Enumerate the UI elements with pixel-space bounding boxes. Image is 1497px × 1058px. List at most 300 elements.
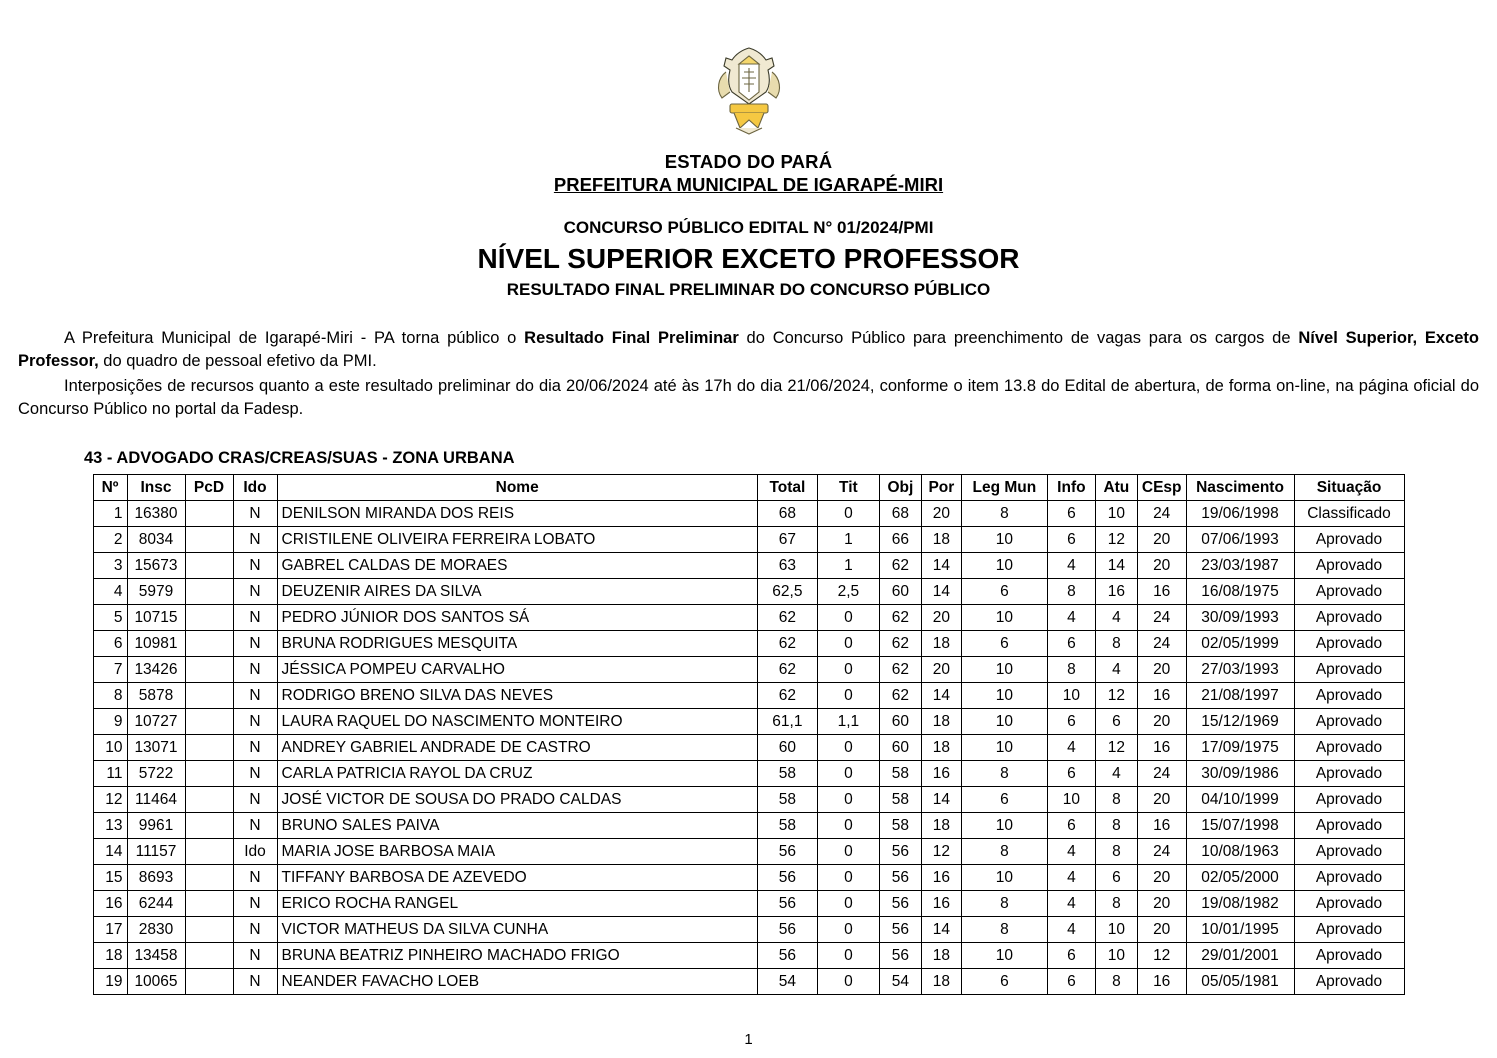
cell-nome: ANDREY GABRIEL ANDRADE DE CASTRO [277, 735, 757, 761]
cell-cesp: 20 [1137, 709, 1186, 735]
cell-info: 6 [1047, 943, 1095, 969]
cell-nasc: 30/09/1993 [1186, 605, 1294, 631]
cell-ido: N [233, 813, 277, 839]
results-table [93, 474, 1405, 995]
cell-ido: N [233, 865, 277, 891]
cell-nome: ERICO ROCHA RANGEL [277, 891, 757, 917]
cell-nome: BRUNA RODRIGUES MESQUITA [277, 631, 757, 657]
col-header-nome: Nome [277, 475, 757, 501]
cell-info: 4 [1047, 735, 1095, 761]
cell-cesp: 20 [1137, 787, 1186, 813]
cell-por: 14 [921, 579, 961, 605]
result-subtitle: RESULTADO FINAL PRELIMINAR DO CONCURSO PÚBLICO [506, 279, 991, 299]
cell-sit: Aprovado [1294, 553, 1404, 579]
table-row [93, 891, 1404, 917]
cell-nome: MARIA JOSE BARBOSA MAIA [277, 839, 757, 865]
cell-por: 20 [921, 657, 961, 683]
cell-por: 20 [921, 605, 961, 631]
cell-sit: Aprovado [1294, 761, 1404, 787]
cell-nasc: 02/05/2000 [1186, 865, 1294, 891]
table-row [93, 709, 1404, 735]
col-header-atu: Atu [1095, 475, 1137, 501]
cell-atu: 8 [1095, 813, 1137, 839]
cell-num: 14 [93, 839, 127, 865]
cell-insc: 15673 [127, 553, 185, 579]
cell-nasc: 19/08/1982 [1186, 891, 1294, 917]
cell-nome: JÉSSICA POMPEU CARVALHO [277, 657, 757, 683]
cell-total: 62 [757, 631, 817, 657]
cell-por: 14 [921, 553, 961, 579]
cell-obj: 62 [879, 683, 921, 709]
cell-total: 62 [757, 657, 817, 683]
cell-num: 10 [93, 735, 127, 761]
cell-obj: 68 [879, 501, 921, 527]
cell-por: 18 [921, 527, 961, 553]
cell-pcd [185, 735, 233, 761]
cell-insc: 10981 [127, 631, 185, 657]
cell-atu: 12 [1095, 527, 1137, 553]
cell-insc: 16380 [127, 501, 185, 527]
cell-total: 56 [757, 839, 817, 865]
cell-pcd [185, 553, 233, 579]
cell-cesp: 20 [1137, 657, 1186, 683]
cell-por: 20 [921, 501, 961, 527]
table-row [93, 527, 1404, 553]
cell-tit: 0 [817, 761, 879, 787]
cell-insc: 11464 [127, 787, 185, 813]
cell-insc: 5979 [127, 579, 185, 605]
cell-obj: 60 [879, 579, 921, 605]
cell-sit: Aprovado [1294, 657, 1404, 683]
cell-atu: 14 [1095, 553, 1137, 579]
cell-insc: 13426 [127, 657, 185, 683]
cell-atu: 6 [1095, 865, 1137, 891]
cell-total: 54 [757, 969, 817, 995]
cell-obj: 56 [879, 891, 921, 917]
cell-atu: 10 [1095, 917, 1137, 943]
cell-ido: N [233, 891, 277, 917]
cell-atu: 4 [1095, 605, 1137, 631]
cell-nome: PEDRO JÚNIOR DOS SANTOS SÁ [277, 605, 757, 631]
cell-info: 6 [1047, 761, 1095, 787]
table-row [93, 943, 1404, 969]
cell-nasc: 10/08/1963 [1186, 839, 1294, 865]
cell-sit: Aprovado [1294, 839, 1404, 865]
cell-total: 63 [757, 553, 817, 579]
cell-nasc: 04/10/1999 [1186, 787, 1294, 813]
paragraph-one [18, 327, 1479, 374]
cell-pcd [185, 709, 233, 735]
cell-nasc: 17/09/1975 [1186, 735, 1294, 761]
cell-ido: N [233, 631, 277, 657]
cell-pcd [185, 839, 233, 865]
cell-nome: GABREL CALDAS DE MORAES [277, 553, 757, 579]
cell-cesp: 16 [1137, 683, 1186, 709]
cell-obj: 62 [879, 657, 921, 683]
cell-por: 14 [921, 917, 961, 943]
cell-info: 4 [1047, 605, 1095, 631]
cell-ido: N [233, 657, 277, 683]
cell-sit: Aprovado [1294, 605, 1404, 631]
cell-leg: 8 [961, 501, 1047, 527]
cell-pcd [185, 657, 233, 683]
cell-pcd [185, 813, 233, 839]
cell-total: 62,5 [757, 579, 817, 605]
cell-tit: 0 [817, 683, 879, 709]
col-header-leg-mun: Leg Mun [961, 475, 1047, 501]
cell-insc: 10715 [127, 605, 185, 631]
cell-cesp: 24 [1137, 761, 1186, 787]
cell-tit: 0 [817, 969, 879, 995]
cell-cesp: 20 [1137, 553, 1186, 579]
cell-insc: 6244 [127, 891, 185, 917]
city-line: PREFEITURA MUNICIPAL DE IGARAPÉ-MIRI [553, 174, 944, 196]
cell-tit: 0 [817, 943, 879, 969]
col-header-insc: Insc [127, 475, 185, 501]
col-header-ido: Ido [233, 475, 277, 501]
cell-atu: 12 [1095, 735, 1137, 761]
cell-nasc: 15/07/1998 [1186, 813, 1294, 839]
cell-por: 18 [921, 735, 961, 761]
cell-insc: 13071 [127, 735, 185, 761]
cell-cesp: 20 [1137, 917, 1186, 943]
cell-pcd [185, 683, 233, 709]
paragraph-one-part3: do quadro de pessoal efetivo da PMI. [98, 352, 377, 371]
cell-leg: 10 [961, 657, 1047, 683]
cell-sit: Aprovado [1294, 527, 1404, 553]
cell-sit: Classificado [1294, 501, 1404, 527]
cell-total: 67 [757, 527, 817, 553]
cell-sit: Aprovado [1294, 891, 1404, 917]
cell-sit: Aprovado [1294, 969, 1404, 995]
col-header-total: Total [757, 475, 817, 501]
cell-leg: 10 [961, 865, 1047, 891]
cell-por: 18 [921, 709, 961, 735]
cell-info: 10 [1047, 787, 1095, 813]
cell-por: 16 [921, 761, 961, 787]
cell-atu: 12 [1095, 683, 1137, 709]
cell-obj: 58 [879, 761, 921, 787]
cell-leg: 10 [961, 813, 1047, 839]
cell-num: 19 [93, 969, 127, 995]
cell-leg: 8 [961, 917, 1047, 943]
cell-pcd [185, 865, 233, 891]
col-header-tit: Tit [817, 475, 879, 501]
cell-info: 10 [1047, 683, 1095, 709]
cell-nasc: 21/08/1997 [1186, 683, 1294, 709]
cell-insc: 13458 [127, 943, 185, 969]
state-line: ESTADO DO PARÁ [664, 151, 833, 172]
cell-info: 8 [1047, 579, 1095, 605]
cell-ido: N [233, 553, 277, 579]
cell-insc: 8034 [127, 527, 185, 553]
cell-por: 18 [921, 969, 961, 995]
cell-cesp: 24 [1137, 631, 1186, 657]
cell-pcd [185, 605, 233, 631]
cell-info: 4 [1047, 917, 1095, 943]
cell-total: 68 [757, 501, 817, 527]
cell-insc: 11157 [127, 839, 185, 865]
page-number: 1 [744, 1031, 753, 1048]
cell-atu: 6 [1095, 709, 1137, 735]
cell-info: 4 [1047, 865, 1095, 891]
cell-tit: 0 [817, 657, 879, 683]
cell-por: 18 [921, 813, 961, 839]
cell-por: 16 [921, 891, 961, 917]
cell-sit: Aprovado [1294, 735, 1404, 761]
cell-info: 4 [1047, 891, 1095, 917]
cell-num: 2 [93, 527, 127, 553]
cell-por: 14 [921, 787, 961, 813]
cell-ido: N [233, 943, 277, 969]
cell-num: 12 [93, 787, 127, 813]
cell-total: 56 [757, 943, 817, 969]
cell-nasc: 23/03/1987 [1186, 553, 1294, 579]
table-row [93, 787, 1404, 813]
cell-obj: 66 [879, 527, 921, 553]
col-header-obj: Obj [879, 475, 921, 501]
cell-obj: 62 [879, 553, 921, 579]
cell-sit: Aprovado [1294, 787, 1404, 813]
cell-nasc: 29/01/2001 [1186, 943, 1294, 969]
paragraph-two: Interposições de recursos quanto a este resultado preliminar do dia 20/06/2024 até às 17h do dia 21/06/2024, conforme o item 13.8 do Edital de abertura, de forma on-line, na página oficial do Concurso Público no portal da Fadesp. [18, 376, 1479, 419]
cell-num: 1 [93, 501, 127, 527]
cell-tit: 0 [817, 735, 879, 761]
cell-leg: 6 [961, 579, 1047, 605]
cell-ido: N [233, 605, 277, 631]
cell-tit: 0 [817, 891, 879, 917]
cell-total: 61,1 [757, 709, 817, 735]
cell-nasc: 02/05/1999 [1186, 631, 1294, 657]
cell-insc: 5878 [127, 683, 185, 709]
cell-tit: 1 [817, 553, 879, 579]
paragraph-one-bold1: Resultado Final Preliminar [524, 328, 739, 347]
paragraph-one-part2: do Concurso Público para preenchimento de vagas para os cargos de [738, 328, 1299, 347]
cell-nome: RODRIGO BRENO SILVA DAS NEVES [277, 683, 757, 709]
cell-leg: 10 [961, 709, 1047, 735]
cell-pcd [185, 579, 233, 605]
cell-nome: BRUNA BEATRIZ PINHEIRO MACHADO FRIGO [277, 943, 757, 969]
cell-ido: N [233, 761, 277, 787]
cell-pcd [185, 917, 233, 943]
cell-num: 8 [93, 683, 127, 709]
cell-leg: 10 [961, 683, 1047, 709]
cell-obj: 60 [879, 735, 921, 761]
cell-total: 56 [757, 865, 817, 891]
cell-num: 18 [93, 943, 127, 969]
cell-info: 6 [1047, 501, 1095, 527]
cell-sit: Aprovado [1294, 579, 1404, 605]
cargo-title: 43 - ADVOGADO CRAS/CREAS/SUAS - ZONA URBANA [84, 449, 515, 468]
col-header-num: Nº [93, 475, 127, 501]
cell-obj: 58 [879, 813, 921, 839]
cell-tit: 0 [817, 917, 879, 943]
cell-por: 12 [921, 839, 961, 865]
cell-atu: 8 [1095, 891, 1137, 917]
cell-num: 7 [93, 657, 127, 683]
cell-pcd [185, 527, 233, 553]
cell-info: 4 [1047, 839, 1095, 865]
cell-info: 4 [1047, 553, 1095, 579]
cell-sit: Aprovado [1294, 683, 1404, 709]
cell-cesp: 16 [1137, 813, 1186, 839]
cell-obj: 56 [879, 943, 921, 969]
level-title: NÍVEL SUPERIOR EXCETO PROFESSOR [477, 243, 1020, 275]
crest-container [0, 0, 1497, 138]
cell-tit: 2,5 [817, 579, 879, 605]
cell-cesp: 24 [1137, 839, 1186, 865]
cell-obj: 56 [879, 865, 921, 891]
cell-nome: BRUNO SALES PAIVA [277, 813, 757, 839]
cell-nasc: 19/06/1998 [1186, 501, 1294, 527]
cell-nasc: 16/08/1975 [1186, 579, 1294, 605]
cell-nome: CRISTILENE OLIVEIRA FERREIRA LOBATO [277, 527, 757, 553]
cell-atu: 10 [1095, 501, 1137, 527]
paragraph-one-bold2: Nível Superior, Exceto Professor, [18, 328, 1480, 371]
cell-sit: Aprovado [1294, 709, 1404, 735]
col-header-por: Por [921, 475, 961, 501]
cell-insc: 2830 [127, 917, 185, 943]
cell-tit: 0 [817, 631, 879, 657]
table-row [93, 579, 1404, 605]
cell-leg: 6 [961, 969, 1047, 995]
cell-sit: Aprovado [1294, 943, 1404, 969]
table-row [93, 553, 1404, 579]
table-row [93, 605, 1404, 631]
col-header-situacao: Situação [1294, 475, 1404, 501]
cell-pcd [185, 631, 233, 657]
cell-sit: Aprovado [1294, 917, 1404, 943]
cell-ido: N [233, 527, 277, 553]
cell-nome: TIFFANY BARBOSA DE AZEVEDO [277, 865, 757, 891]
cell-num: 4 [93, 579, 127, 605]
cell-leg: 10 [961, 735, 1047, 761]
table-row [93, 813, 1404, 839]
cell-sit: Aprovado [1294, 813, 1404, 839]
table-header-row [93, 475, 1404, 501]
cell-atu: 8 [1095, 631, 1137, 657]
cell-nasc: 10/01/1995 [1186, 917, 1294, 943]
cell-atu: 10 [1095, 943, 1137, 969]
cell-insc: 10727 [127, 709, 185, 735]
cell-por: 16 [921, 865, 961, 891]
cell-cesp: 20 [1137, 865, 1186, 891]
document-header [0, 150, 1497, 301]
cell-por: 14 [921, 683, 961, 709]
cell-nome: DENILSON MIRANDA DOS REIS [277, 501, 757, 527]
cell-num: 17 [93, 917, 127, 943]
table-row [93, 683, 1404, 709]
cell-cesp: 16 [1137, 735, 1186, 761]
intro-paragraphs [18, 327, 1479, 422]
cell-insc: 8693 [127, 865, 185, 891]
table-row [93, 917, 1404, 943]
cell-nasc: 30/09/1986 [1186, 761, 1294, 787]
cell-ido: N [233, 709, 277, 735]
table-row [93, 657, 1404, 683]
cell-leg: 8 [961, 761, 1047, 787]
cell-atu: 4 [1095, 761, 1137, 787]
cell-nome: NEANDER FAVACHO LOEB [277, 969, 757, 995]
cell-insc: 5722 [127, 761, 185, 787]
cell-nasc: 15/12/1969 [1186, 709, 1294, 735]
cell-tit: 1 [817, 527, 879, 553]
cell-nome: CARLA PATRICIA RAYOL DA CRUZ [277, 761, 757, 787]
cell-num: 9 [93, 709, 127, 735]
cell-leg: 10 [961, 943, 1047, 969]
cell-atu: 16 [1095, 579, 1137, 605]
cell-pcd [185, 787, 233, 813]
cell-cesp: 12 [1137, 943, 1186, 969]
table-row [93, 501, 1404, 527]
cell-num: 6 [93, 631, 127, 657]
cell-por: 18 [921, 943, 961, 969]
cell-pcd [185, 501, 233, 527]
cell-nome: LAURA RAQUEL DO NASCIMENTO MONTEIRO [277, 709, 757, 735]
cell-ido: N [233, 579, 277, 605]
cell-leg: 8 [961, 839, 1047, 865]
cell-obj: 56 [879, 839, 921, 865]
cell-info: 6 [1047, 813, 1095, 839]
cell-tit: 0 [817, 839, 879, 865]
cell-pcd [185, 891, 233, 917]
cell-nasc: 07/06/1993 [1186, 527, 1294, 553]
cell-info: 6 [1047, 709, 1095, 735]
cell-nome: JOSÉ VICTOR DE SOUSA DO PRADO CALDAS [277, 787, 757, 813]
cell-nasc: 05/05/1981 [1186, 969, 1294, 995]
cell-tit: 0 [817, 865, 879, 891]
col-header-pcd: PcD [185, 475, 233, 501]
paragraph-one-part1: A Prefeitura Municipal de Igarapé-Miri - PA torna público o [64, 328, 525, 347]
cell-tit: 0 [817, 605, 879, 631]
cell-nome: VICTOR MATHEUS DA SILVA CUNHA [277, 917, 757, 943]
cell-num: 11 [93, 761, 127, 787]
cell-leg: 10 [961, 553, 1047, 579]
cell-num: 5 [93, 605, 127, 631]
cell-info: 6 [1047, 969, 1095, 995]
cell-atu: 4 [1095, 657, 1137, 683]
cell-cesp: 16 [1137, 969, 1186, 995]
cell-pcd [185, 969, 233, 995]
cell-ido: N [233, 683, 277, 709]
cell-ido: N [233, 917, 277, 943]
cell-tit: 0 [817, 813, 879, 839]
table-row [93, 761, 1404, 787]
cell-ido: Ido [233, 839, 277, 865]
table-row [93, 969, 1404, 995]
table-row [93, 839, 1404, 865]
cell-total: 62 [757, 605, 817, 631]
col-header-info: Info [1047, 475, 1095, 501]
col-header-nascimento: Nascimento [1186, 475, 1294, 501]
cell-insc: 9961 [127, 813, 185, 839]
cell-num: 13 [93, 813, 127, 839]
cell-ido: N [233, 787, 277, 813]
cell-num: 15 [93, 865, 127, 891]
cell-total: 58 [757, 787, 817, 813]
cell-total: 56 [757, 917, 817, 943]
cell-atu: 8 [1095, 839, 1137, 865]
col-header-cesp: CEsp [1137, 475, 1186, 501]
cell-nasc: 27/03/1993 [1186, 657, 1294, 683]
table-row [93, 735, 1404, 761]
cell-ido: N [233, 501, 277, 527]
cell-info: 8 [1047, 657, 1095, 683]
cell-tit: 0 [817, 787, 879, 813]
cell-sit: Aprovado [1294, 631, 1404, 657]
cell-leg: 10 [961, 527, 1047, 553]
cell-insc: 10065 [127, 969, 185, 995]
